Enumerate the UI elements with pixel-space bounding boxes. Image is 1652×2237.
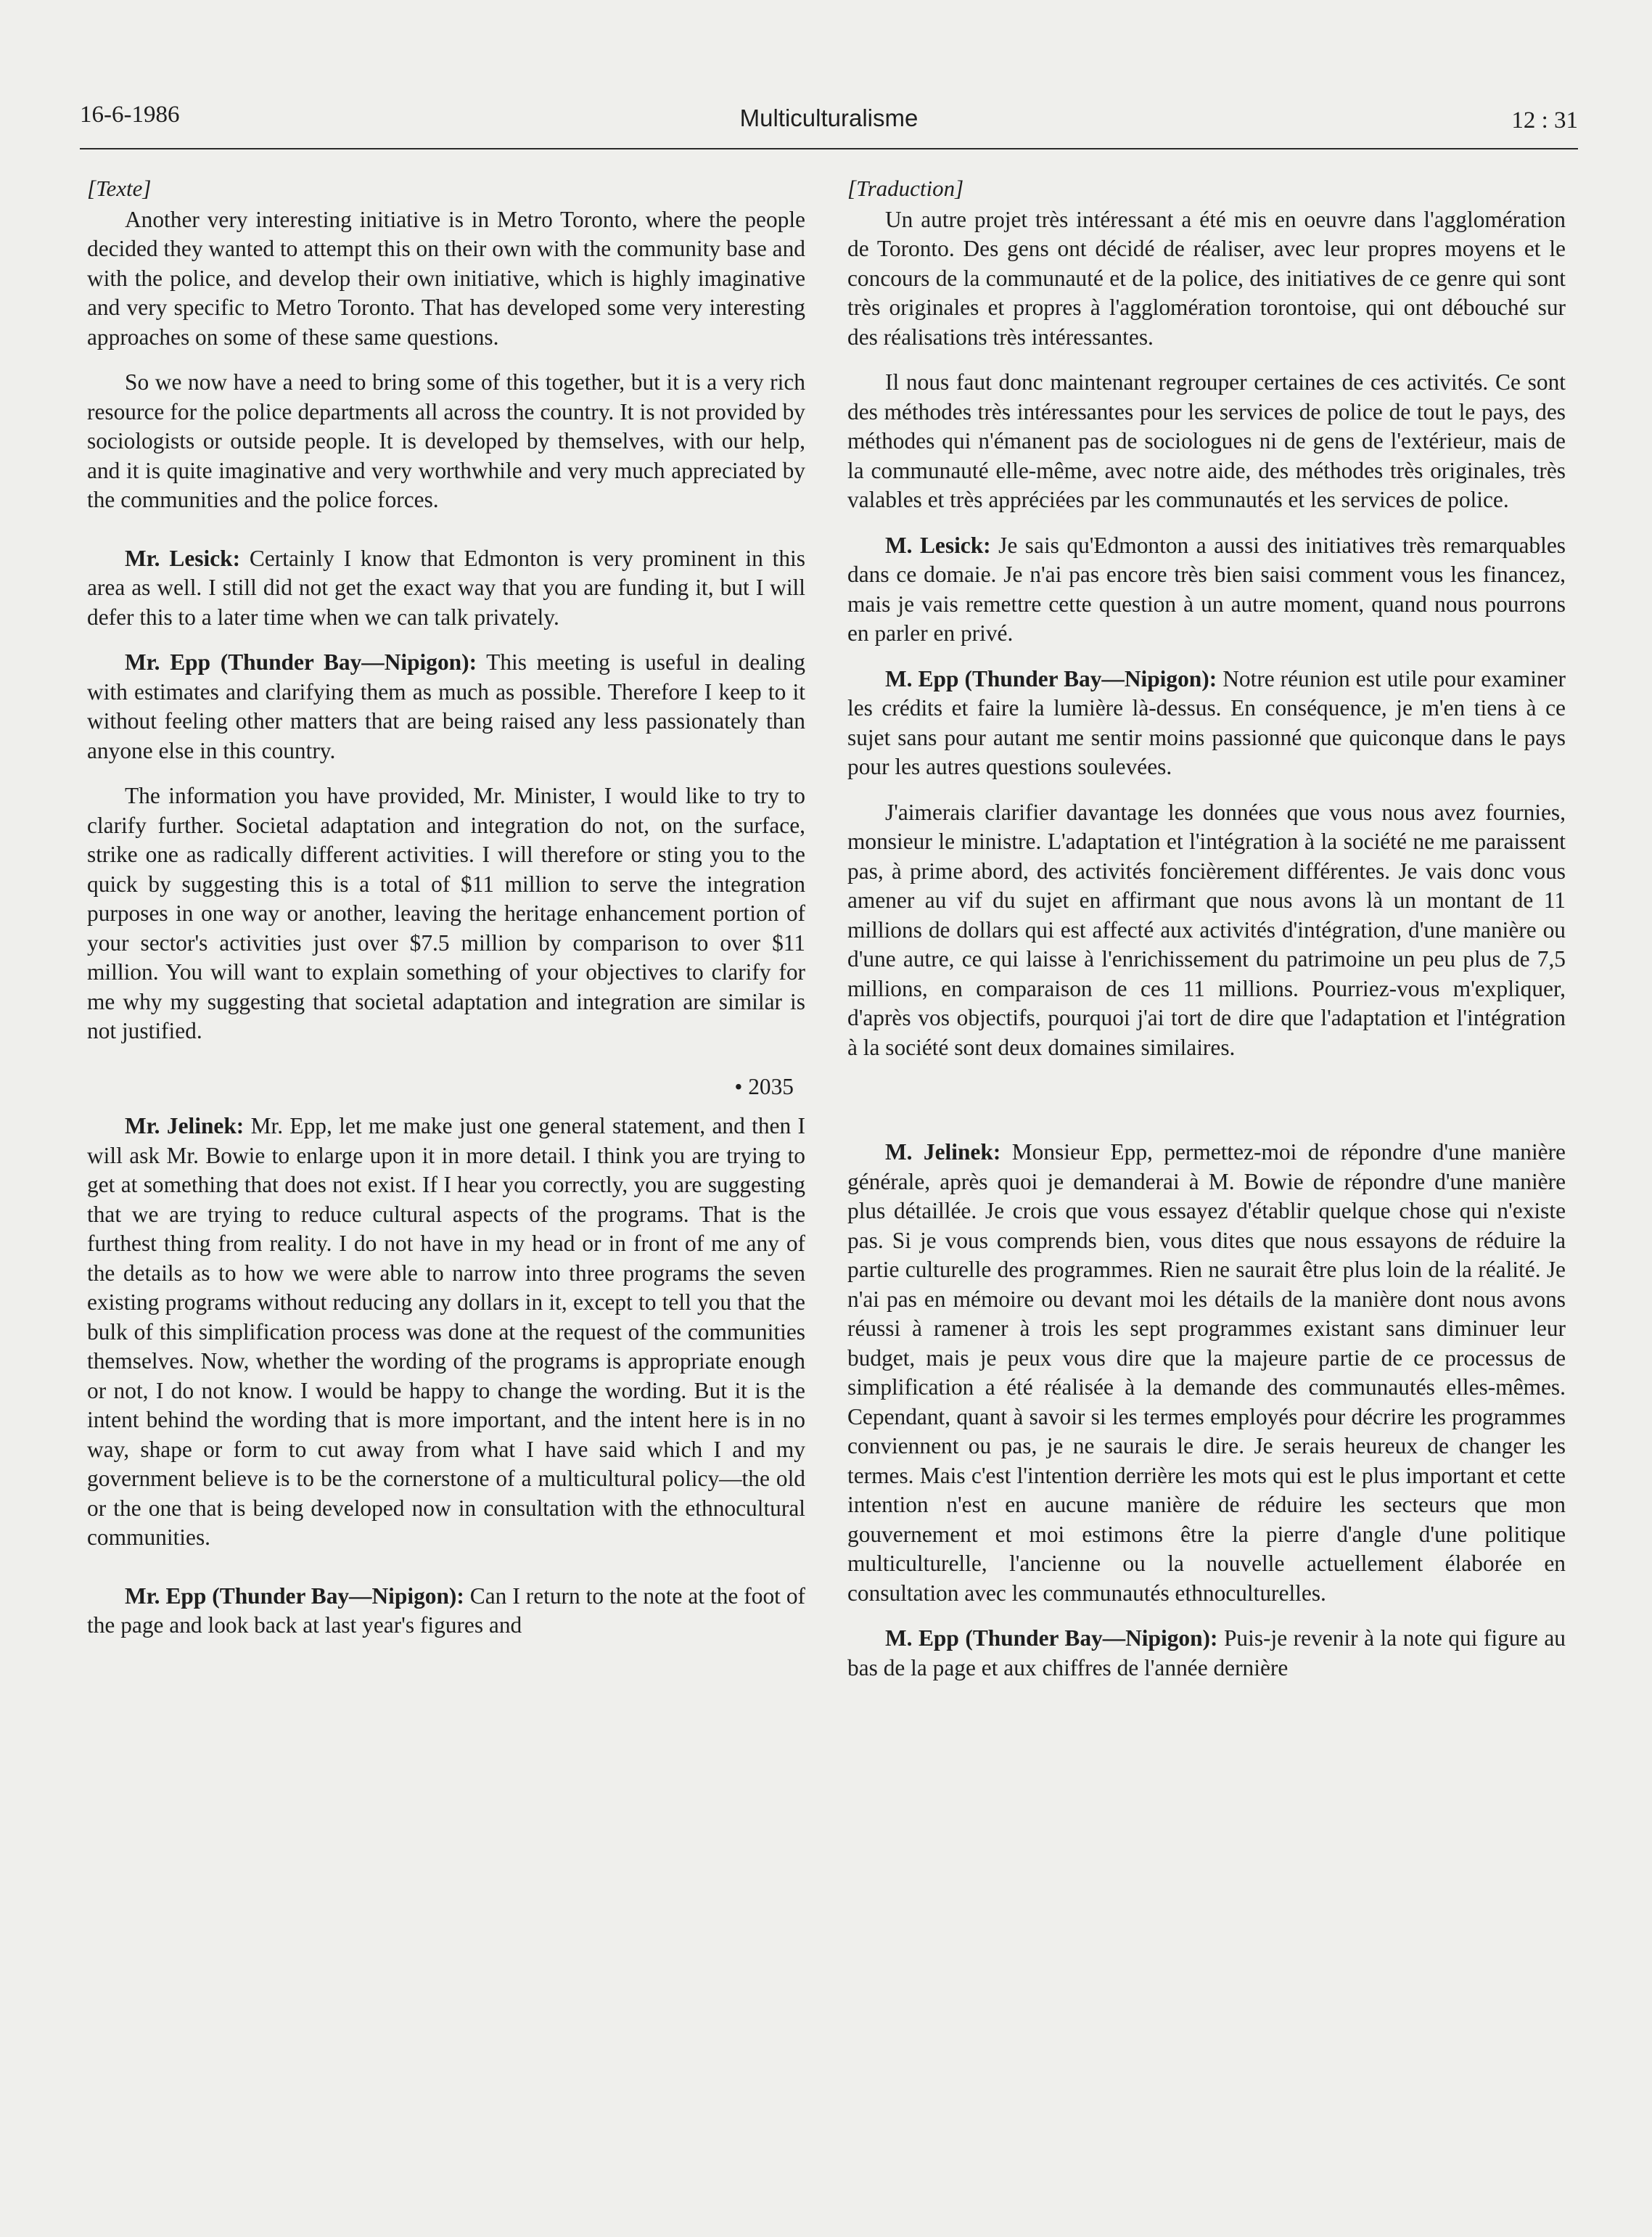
header-date: 16-6-1986 xyxy=(80,102,180,128)
speech-text: Puis-je revenir à la note qui figure au bas de la page et aux chiffres de l'année dernière xyxy=(847,1625,1566,1680)
french-column xyxy=(847,174,1566,1683)
speaker-name: Mr. Lesick: xyxy=(125,545,241,571)
speech-epp xyxy=(87,1582,805,1641)
speech-text: This meeting is useful in dealing with estimates and clarifying them as much as possible. Therefore I keep to it without feeling other matters that are being raised any less passionately than anyone else in this country. xyxy=(87,649,805,763)
speech-text: Notre réunion est utile pour examiner les crédits et faire la lumière là-dessus. En conséquence, je m'en tiens à ce sujet sans pour autant me sentir moins passionné que quiconque dans le pays pour les autres questions soulevées. xyxy=(847,665,1566,779)
paragraph: Another very interesting initiative is in Metro Toronto, where the people decided they wanted to attempt this on their own with the community base and with the police, and develop their own initiative, which is highly imaginative and very specific to Metro Toronto. That has developed some very interesting approaches on some of these same questions. xyxy=(87,206,805,350)
speaker-name: M. Epp (Thunder Bay—Nipigon): xyxy=(885,1625,1218,1651)
speech-lesick xyxy=(847,531,1566,649)
time-marker: • 2035 xyxy=(734,1073,794,1099)
paragraph: J'aimerais clarifier davantage les données que vous nous avez fournies, monsieur le ministre. L'adaptation et l'intégration à la société ne me paraissent pas, à prime abord, des activités foncièrement différentes. Je vais donc vous amener au vif du sujet en affirmant que nous avons là un montant de 11 millions de dollars qui est affecté aux activités d'intégration, d'une manière ou d'une autre, ce qui laisse à l'enrichissement du patrimoine un peu plus de 7,5 millions, en comparaison de ces 11 millions. Pourriez-vous m'expliquer, d'après vos objectifs, pourquoi j'ai tort de dire que l'adaptation et l'intégration à la société sont deux domaines similaires. xyxy=(847,799,1566,1060)
speech-epp xyxy=(847,1624,1566,1683)
speaker-name: M. Lesick: xyxy=(885,532,991,558)
speech-text: Certainly I know that Edmonton is very prominent in this area as well. I still did not get the exact way that you are funding it, but I will defer this to a later time when we can talk privately. xyxy=(87,545,805,630)
speech-text: Can I return to the note at the foot of the page and look back at last year's figures and xyxy=(87,1583,805,1638)
column-label: [Traduction] xyxy=(847,176,964,201)
speaker-name: Mr. Epp (Thunder Bay—Nipigon): xyxy=(125,649,477,675)
speech-epp xyxy=(87,648,805,765)
paragraph: The information you have provided, Mr. Minister, I would like to try to clarify further. Societal adaptation and integration do not, on the surface, strike one as radically different activities. I will therefore or sting you to the quick by suggesting this is a total of $11 million to serve the integration purposes in one way or another, leaving the heritage enhancement portion of your sector's activities just over $7.5 million by comparison to over $11 million. You will want to explain something of your objectives to clarify for me why my suggesting that societal adaptation and integration are similar is not justified. xyxy=(87,783,805,1043)
paragraph: Il nous faut donc maintenant regrouper certaines de ces activités. Ce sont des méthodes très intéressantes pour les services de police de tout le pays, des méthodes qui n'émanent pas de sociologues ni de gens de l'extérieur, mais de la communauté elle-même, avec notre aide, des méthodes très originales, très valables et très appréciées par les communautés et les services de police. xyxy=(847,369,1566,512)
speech-text: Monsieur Epp, permettez-moi de répondre d'une manière générale, après quoi je demanderai à M. Bowie de répondre d'une manière plus détaillée. Je crois que vous essayez d'établir quelque chose qui n'existe pas. Si je vous comprends bien, vous dites que nous essayons de réduire la partie culturelle des programmes. Rien ne saurait être plus loin de la réalité. Je n'ai pas en mémoire ou devant moi les détails de la manière dont nous avons réussi à ramener à trois les sept programmes existant sans diminuer leur budget, mais je peux vous dire que la majeure partie de ce processus de simplification a été réalisée à la demande des communautés elles-mêmes. Cependant, quant à savoir si les termes employés pour décrire les programmes conviennent ou pas, je ne saurais le dire. Je serais heureux de changer les termes. Mais c'est l'intention derrière les mots qui est le plus important et cette intention n'est en aucune manière de réduire les secteurs que mon gouvernement et moi estimons être la pierre d'angle d'une politique multiculturelle, l'ancienne ou la nouvelle actuellement élaborée en consultation avec les communautés ethnoculturelles. xyxy=(847,1139,1566,1606)
paragraph: Un autre projet très intéressant a été mis en oeuvre dans l'agglomération de Toronto. Des gens ont décidé de réaliser, avec leur propres moyens et le concours de la communauté et de la police, des initiatives de ce genre qui sont très originales et propres à l'agglomération torontoise, qui ont débouché sur des réalisations très intéressantes. xyxy=(847,206,1566,350)
speaker-name: Mr. Jelinek: xyxy=(125,1113,244,1138)
speech-epp xyxy=(847,665,1566,782)
speaker-name: M. Jelinek: xyxy=(885,1139,1001,1165)
header-page-number: 12 : 31 xyxy=(1511,107,1578,134)
english-column xyxy=(87,174,805,1641)
speech-text: Mr. Epp, let me make just one general statement, and then I will ask Mr. Bowie to enlarge upon it in more detail. I think you are trying to get at something that does not exist. If I hear you correctly, you are suggesting that we are trying to reduce cultural aspects of the programs. That is the furthest thing from reality. I do not have in my head or in front of me any of the details as to how we were able to narrow into three programs the seven existing programs without reducing any dollars in it, except to tell you that the bulk of this simplification process was done at the request of the communities themselves. Now, whether the wording of the programs is appropriate enough or not, I do not know. I would be happy to change the wording. But it is the intent behind the wording that is more important, and the intent here is in no way, shape or form to cut away from what I have said which I and my government believe is to be the cornerstone of a multicultural policy—the old or the one that is being developed now in consultation with the ethnocultural communities. xyxy=(87,1113,805,1550)
speech-lesick xyxy=(87,544,805,633)
header-title: Multiculturalisme xyxy=(739,104,919,131)
speech-text: Je sais qu'Edmonton a aussi des initiatives très remarquables dans ce domaie. Je n'ai pas encore très bien saisi comment vous les financez, mais je vais remettre cette question à un autre moment, quand nous pourrons en parler en privé. xyxy=(847,532,1566,646)
speech-jelinek xyxy=(87,1112,805,1553)
column-label: [Texte] xyxy=(87,176,152,201)
speech-jelinek xyxy=(847,1138,1566,1608)
paragraph: So we now have a need to bring some of this together, but it is a very rich resource for the police departments all across the country. It is not provided by sociologists or outside people. It is developed by themselves, with our help, and it is quite imaginative and very worthwhile and very much appreciated by the communities and the police forces. xyxy=(87,369,805,512)
speaker-name: Mr. Epp (Thunder Bay—Nipigon): xyxy=(125,1583,464,1609)
speaker-name: M. Epp (Thunder Bay—Nipigon): xyxy=(885,665,1217,691)
page-header xyxy=(80,102,1578,149)
